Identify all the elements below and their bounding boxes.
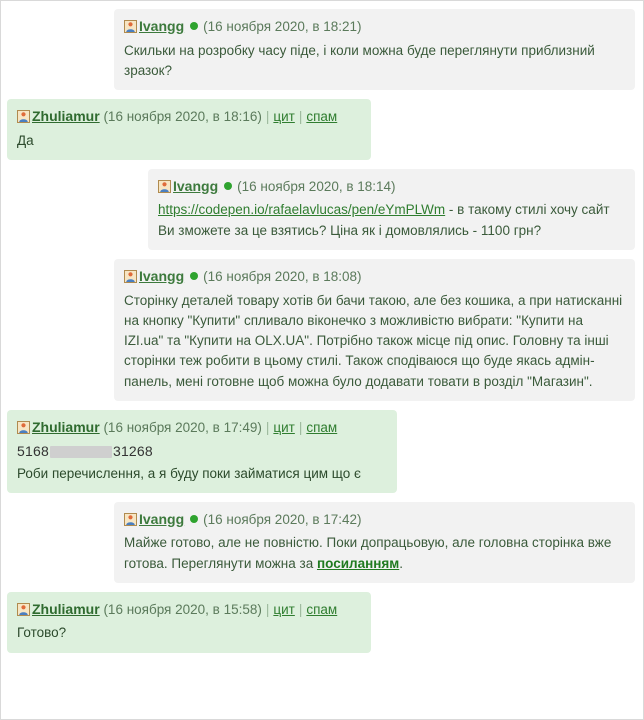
message-timestamp: (16 ноября 2020, в 17:49) bbox=[103, 419, 262, 435]
message-bubble bbox=[7, 410, 397, 493]
message-timestamp: (16 ноября 2020, в 17:42) bbox=[203, 511, 362, 527]
username-link[interactable]: Zhuliamur bbox=[32, 600, 100, 617]
reference-link[interactable]: посиланням bbox=[316, 555, 400, 571]
message-bubble bbox=[114, 259, 635, 401]
message-text-after-link: - в такому стилі хочу сайт bbox=[445, 202, 610, 218]
username-link[interactable]: Ivangg bbox=[139, 267, 185, 284]
username-link[interactable]: Ivangg bbox=[139, 510, 185, 527]
user-avatar-icon bbox=[17, 110, 30, 123]
message-bubble bbox=[148, 169, 635, 250]
spam-link[interactable]: спам bbox=[306, 419, 338, 435]
message-timestamp: (16 ноября 2020, в 15:58) bbox=[103, 601, 262, 617]
online-status-icon bbox=[190, 22, 198, 30]
message-text: Роби перечислення, а я буду поки займатися цим що є bbox=[17, 465, 361, 481]
quote-link[interactable]: цит bbox=[273, 601, 295, 617]
message-bubble bbox=[7, 99, 371, 160]
message-timestamp: (16 ноября 2020, в 18:16) bbox=[103, 109, 262, 125]
message-timestamp: (16 ноября 2020, в 18:08) bbox=[203, 268, 362, 284]
message-text: Скильки на розробку часу піде, і коли можна буде переглянути приблизний зразок? bbox=[124, 42, 595, 78]
header-separator: | bbox=[298, 419, 303, 435]
message-bubble bbox=[114, 502, 635, 583]
message-text: Сторінку деталей товару хотів би бачи такою, але без кошика, а при натисканні на кнопку "Купити" спливало віконечко з можливістю вибрати: "Купити на IZI.ua" та "Купити на OLX.UA". Потрібно також місце під опис. Головну та інші сторінки теж робити в цьому стилі. Також сподіваюся що буде якась адмін-панель, мені готовне щоб можна було додавати товати в розділ "Магазин". bbox=[124, 292, 623, 389]
message-text bbox=[124, 533, 625, 574]
username-link[interactable]: Zhuliamur bbox=[32, 418, 100, 435]
username-link[interactable]: Ivangg bbox=[173, 177, 219, 194]
online-status-icon bbox=[224, 182, 232, 190]
message-header bbox=[158, 176, 625, 197]
message-text-line2: Ви зможете за це взятись? Ціна як і домовлялись - 1100 грн? bbox=[158, 222, 542, 238]
online-status-icon bbox=[190, 515, 198, 523]
quote-link[interactable]: цит bbox=[273, 109, 295, 125]
spam-link[interactable]: спам bbox=[306, 601, 338, 617]
message-header bbox=[17, 106, 361, 127]
message-header bbox=[124, 16, 625, 37]
username-link[interactable]: Ivangg bbox=[139, 18, 185, 34]
message-text-after-link: . bbox=[399, 555, 404, 571]
message-header bbox=[124, 266, 625, 287]
header-separator: | bbox=[265, 601, 270, 617]
card-number-prefix: 5168 bbox=[17, 443, 49, 460]
redacted-block bbox=[50, 446, 112, 458]
message-text: Да bbox=[17, 132, 34, 148]
message-timestamp: (16 ноября 2020, в 18:21) bbox=[203, 19, 362, 34]
message-text: Готово? bbox=[17, 625, 67, 641]
user-avatar-icon bbox=[17, 603, 30, 616]
header-separator: | bbox=[265, 419, 270, 435]
header-separator: | bbox=[298, 601, 303, 617]
message-header bbox=[124, 509, 625, 530]
message-header bbox=[17, 417, 387, 438]
user-avatar-icon bbox=[158, 180, 171, 193]
header-separator: | bbox=[298, 109, 303, 125]
user-avatar-icon bbox=[124, 513, 137, 526]
card-number-text bbox=[17, 441, 387, 461]
message-text bbox=[158, 200, 625, 241]
message-bubble bbox=[114, 9, 635, 90]
codepen-url-link[interactable]: https://codepen.io/rafaelavlucas/pen/eYmPLWm bbox=[158, 202, 446, 218]
online-status-icon bbox=[190, 272, 198, 280]
user-avatar-icon bbox=[124, 20, 137, 33]
header-separator: | bbox=[265, 109, 270, 125]
message-timestamp: (16 ноября 2020, в 18:14) bbox=[237, 178, 396, 194]
user-avatar-icon bbox=[17, 421, 30, 434]
message-header bbox=[17, 599, 361, 620]
card-number-suffix: 31268 bbox=[112, 443, 153, 460]
spam-link[interactable]: спам bbox=[306, 109, 338, 125]
user-avatar-icon bbox=[124, 270, 137, 283]
username-link[interactable]: Zhuliamur bbox=[32, 108, 100, 125]
message-bubble bbox=[7, 592, 371, 653]
message-text-before-link: Майже готово, але не повністю. Поки допрацьовую, але головна сторінка вже готова. Переглянути можна за bbox=[124, 535, 612, 571]
quote-link[interactable]: цит bbox=[273, 419, 295, 435]
